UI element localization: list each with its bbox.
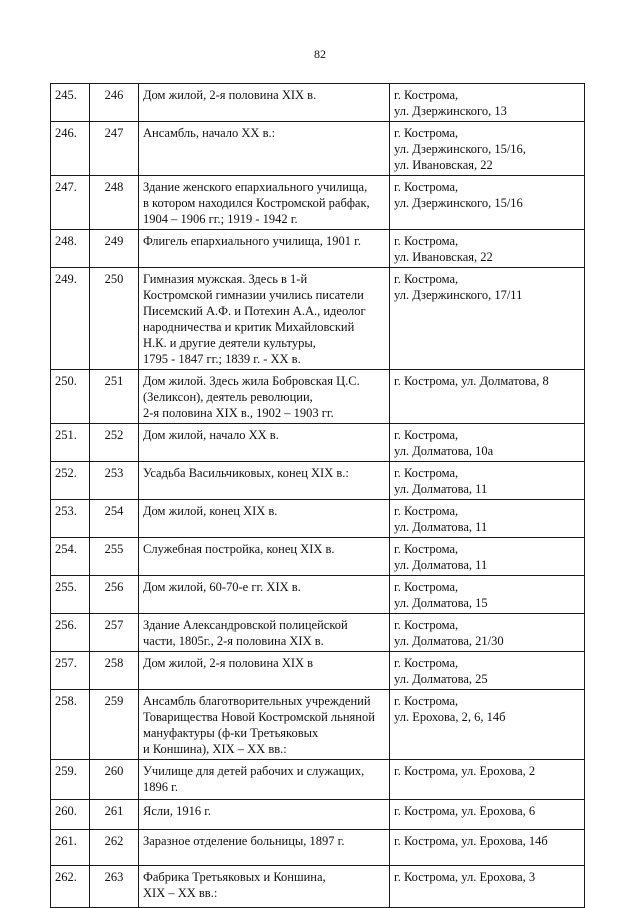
object-index-cell: 258	[90, 652, 139, 690]
row-number-cell: 256.	[51, 614, 90, 652]
row-number-cell: 258.	[51, 690, 90, 760]
object-name-cell: Служебная постройка, конец XIX в.	[139, 538, 390, 576]
table-row	[51, 800, 585, 830]
object-address-cell: г. Кострома, ул. Долматова, 11	[390, 500, 585, 538]
object-index-cell: 248	[90, 176, 139, 230]
row-number-cell: 260.	[51, 800, 90, 830]
row-number-cell: 249.	[51, 268, 90, 370]
table-row	[51, 690, 585, 760]
object-name-cell: Дом жилой, 2-я половина XIX в	[139, 652, 390, 690]
row-number-cell: 246.	[51, 122, 90, 176]
row-number-cell: 250.	[51, 370, 90, 424]
object-index-cell: 262	[90, 830, 139, 866]
row-number-cell: 261.	[51, 830, 90, 866]
row-number-cell: 251.	[51, 424, 90, 462]
table-row	[51, 230, 585, 268]
object-name-cell: Здание женского епархиального училища, в котором находился Костромской рабфак, 1904 – 1906 гг.; 1919 - 1942 г.	[139, 176, 390, 230]
table-row	[51, 424, 585, 462]
table-row	[51, 830, 585, 866]
object-index-cell: 246	[90, 84, 139, 122]
object-index-cell: 252	[90, 424, 139, 462]
object-address-cell: г. Кострома, ул. Дзержинского, 17/11	[390, 268, 585, 370]
object-address-cell: г. Кострома, ул. Долматова, 25	[390, 652, 585, 690]
object-name-cell: Ансамбль благотворительных учреждений Товарищества Новой Костромской льняной мануфактуры (ф-ки Третьяковых и Коншина), XIX – XX вв.:	[139, 690, 390, 760]
object-index-cell: 260	[90, 760, 139, 800]
row-number-cell: 247.	[51, 176, 90, 230]
object-name-cell: Ансамбль, начало XX в.:	[139, 122, 390, 176]
object-address-cell: г. Кострома, ул. Долматова, 11	[390, 462, 585, 500]
object-address-cell: г. Кострома, ул. Дзержинского, 13	[390, 84, 585, 122]
row-number-cell: 252.	[51, 462, 90, 500]
object-index-cell: 253	[90, 462, 139, 500]
object-address-cell: г. Кострома, ул. Ерохова, 2	[390, 760, 585, 800]
table-row	[51, 760, 585, 800]
table-row	[51, 462, 585, 500]
object-address-cell: г. Кострома, ул. Дзержинского, 15/16	[390, 176, 585, 230]
heritage-table	[50, 83, 585, 908]
object-address-cell: г. Кострома, ул. Долматова, 11	[390, 538, 585, 576]
object-name-cell: Фабрика Третьяковых и Коншина, XIX – XX вв.:	[139, 866, 390, 908]
object-index-cell: 255	[90, 538, 139, 576]
table-row	[51, 122, 585, 176]
object-address-cell: г. Кострома, ул. Ерохова, 2, 6, 14б	[390, 690, 585, 760]
object-address-cell: г. Кострома, ул. Ерохова, 14б	[390, 830, 585, 866]
row-number-cell: 262.	[51, 866, 90, 908]
object-address-cell: г. Кострома, ул. Ерохова, 3	[390, 866, 585, 908]
row-number-cell: 248.	[51, 230, 90, 268]
object-name-cell: Дом жилой, 60-70-е гг. XIX в.	[139, 576, 390, 614]
table-row	[51, 538, 585, 576]
object-name-cell: Флигель епархиального училища, 1901 г.	[139, 230, 390, 268]
object-address-cell: г. Кострома, ул. Долматова, 8	[390, 370, 585, 424]
object-name-cell: Ясли, 1916 г.	[139, 800, 390, 830]
object-address-cell: г. Кострома, ул. Долматова, 15	[390, 576, 585, 614]
object-index-cell: 247	[90, 122, 139, 176]
row-number-cell: 254.	[51, 538, 90, 576]
table-row	[51, 500, 585, 538]
object-name-cell: Здание Александровской полицейской части, 1805г., 2-я половина XIX в.	[139, 614, 390, 652]
table-row	[51, 866, 585, 908]
object-index-cell: 254	[90, 500, 139, 538]
object-index-cell: 257	[90, 614, 139, 652]
table-row	[51, 176, 585, 230]
table-row	[51, 614, 585, 652]
page-number: 82	[314, 47, 326, 61]
object-name-cell: Дом жилой, конец XIX в.	[139, 500, 390, 538]
object-name-cell: Дом жилой, начало XX в.	[139, 424, 390, 462]
heritage-table-body	[51, 84, 585, 908]
object-name-cell: Дом жилой, 2-я половина XIX в.	[139, 84, 390, 122]
object-index-cell: 251	[90, 370, 139, 424]
object-name-cell: Гимназия мужская. Здесь в 1-й Костромской гимназии учились писатели Писемский А.Ф. и Потехин А.А., идеолог народничества и критик Михайловский Н.К. и другие деятели культуры, 1795 - 1847 гг.; 1839 г. - XX в.	[139, 268, 390, 370]
object-name-cell: Усадьба Васильчиковых, конец XIX в.:	[139, 462, 390, 500]
table-row	[51, 576, 585, 614]
object-index-cell: 249	[90, 230, 139, 268]
object-address-cell: г. Кострома, ул. Ивановская, 22	[390, 230, 585, 268]
table-row	[51, 84, 585, 122]
row-number-cell: 259.	[51, 760, 90, 800]
object-address-cell: г. Кострома, ул. Долматова, 21/30	[390, 614, 585, 652]
object-address-cell: г. Кострома, ул. Ерохова, 6	[390, 800, 585, 830]
object-index-cell: 259	[90, 690, 139, 760]
row-number-cell: 255.	[51, 576, 90, 614]
object-address-cell: г. Кострома, ул. Дзержинского, 15/16, ул. Ивановская, 22	[390, 122, 585, 176]
object-name-cell: Дом жилой. Здесь жила Бобровская Ц.С. (Зеликсон), деятель революции, 2-я половина XIX в., 1902 – 1903 гг.	[139, 370, 390, 424]
object-index-cell: 250	[90, 268, 139, 370]
object-address-cell: г. Кострома, ул. Долматова, 10а	[390, 424, 585, 462]
table-row	[51, 652, 585, 690]
table-row	[51, 268, 585, 370]
object-index-cell: 256	[90, 576, 139, 614]
object-name-cell: Заразное отделение больницы, 1897 г.	[139, 830, 390, 866]
object-index-cell: 261	[90, 800, 139, 830]
row-number-cell: 245.	[51, 84, 90, 122]
object-index-cell: 263	[90, 866, 139, 908]
object-name-cell: Училище для детей рабочих и служащих, 1896 г.	[139, 760, 390, 800]
row-number-cell: 257.	[51, 652, 90, 690]
table-row	[51, 370, 585, 424]
row-number-cell: 253.	[51, 500, 90, 538]
